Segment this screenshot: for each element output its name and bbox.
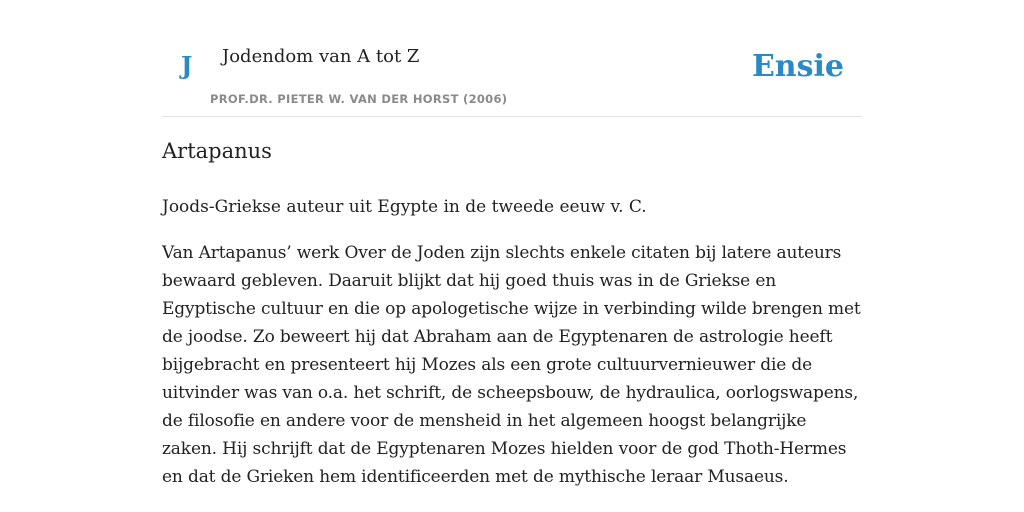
ensie-logo[interactable]: Ensie <box>751 49 844 84</box>
article-headword: Artapanus <box>162 139 272 163</box>
book-author: PROF.DR. PIETER W. VAN DER HORST (2006) <box>210 92 508 106</box>
book-header <box>162 30 862 117</box>
book-letter-badge: J <box>181 51 193 80</box>
article-body: Van Artapanus’ werk Over de Joden zijn slechts enkele citaten bij latere auteurs bewaard gebleven. Daaruit blijkt dat hij goed thuis was in de Griekse en Egyptische cultuur en die op apologetische wijze in verbinding wilde brengen met de joodse. Zo beweert hij dat Abraham aan de Egyptenaren de astrologie heeft bijgebracht en presenteert hij Mozes als een grote cultuurvernieuwer die de uitvinder was van o.a. het schrift, de scheepsbouw, de hydraulica, oorlogswapens, de filosofie en andere voor de mensheid in het algemeen hoogst belangrijke zaken. Hij schrijft dat de Egyptenaren Mozes hielden voor de god Thoth-Hermes en dat de Grieken hem identificeerden met de mythische leraar Musaeus. <box>162 243 861 487</box>
book-title[interactable]: Jodendom van A tot Z <box>222 46 420 67</box>
article-intro: Joods-Griekse auteur uit Egypte in de tweede eeuw v. C. <box>162 197 647 217</box>
